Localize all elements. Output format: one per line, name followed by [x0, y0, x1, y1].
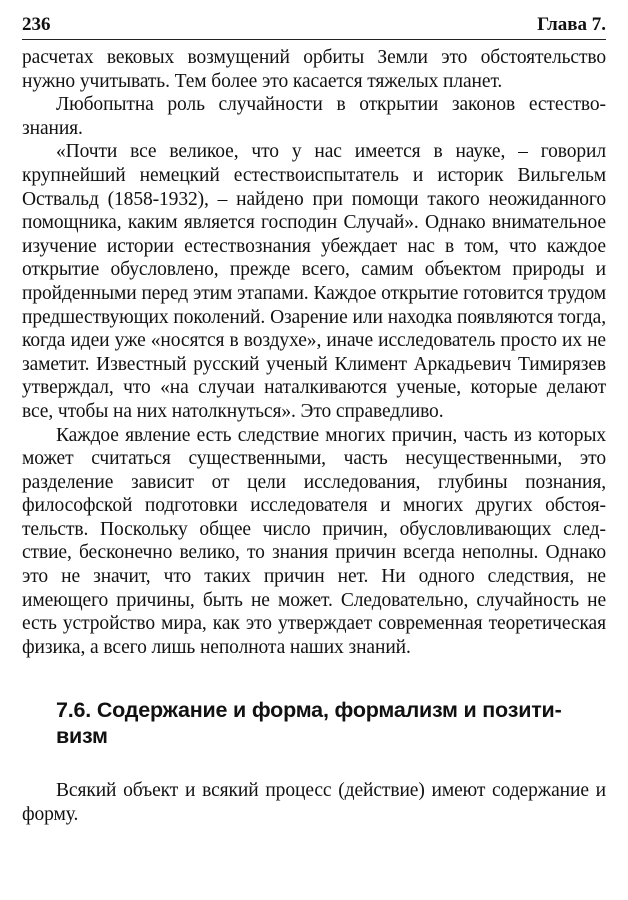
paragraph: Каждое явление есть следствие многих причин, часть из которых может считаться существенными, часть несущественными, это разделение зависит от цели исследования, глубины познания, философской подготовки исследователя и многих других обстоятельств. Поскольку общее число причин, обусловливающих следствие, бесконечно велико, то знания причин всегда неполны. Однако это не значит, что таких причин нет. Ни одного следствия, не имеющего причины, быть не может. Следовательно, случайность не есть устройство мира, как это утверждает современная теоретическая физика, а всего лишь неполнота наших знаний. [22, 424, 606, 658]
chapter-label: Глава 7. [537, 14, 606, 35]
section-paragraph: Всякий объект и всякий процесс (действие) имеют содержание и форму. [22, 780, 606, 826]
paragraph-continuation: расчетах вековых возмущений орбиты Земли это обстоятельство нужно учитывать. Тем более это касается тяжелых планет. [22, 47, 606, 92]
page-header [22, 10, 606, 40]
page-number: 236 [22, 14, 51, 35]
section-heading: 7.6. Содержание и форма, формализм и позитивизм [56, 698, 562, 749]
page-body [22, 46, 606, 827]
paragraph: «Почти все великое, что у нас имеется в науке, – говорил крупнейший немецкий естествоиспытатель и историк Вильгельм Оствальд (1858-1932), – найдено при помощи такого неожиданного помощника, каким является господин Случай». Однако внимательное изучение истории естествознания убеждает нас в том, что каждое открытие обусловлено, прежде всего, самим объектом природы и пройденными перед этим этапами. Каждое открытие готовится трудом предшествующих поколений. Озарение или находка появляются тогда, когда идеи уже «носятся в воздухе», иначе исследователь просто их не заметит. Известный русский ученый Климент Аркадьевич Тимирязев утверждал, что «на случаи наталкиваются ученые, которые делают все, чтобы на них натолкнуться». Это справедливо. [22, 141, 606, 422]
paragraph: Любопытна роль случайности в открытии законов естествознания. [22, 94, 606, 139]
